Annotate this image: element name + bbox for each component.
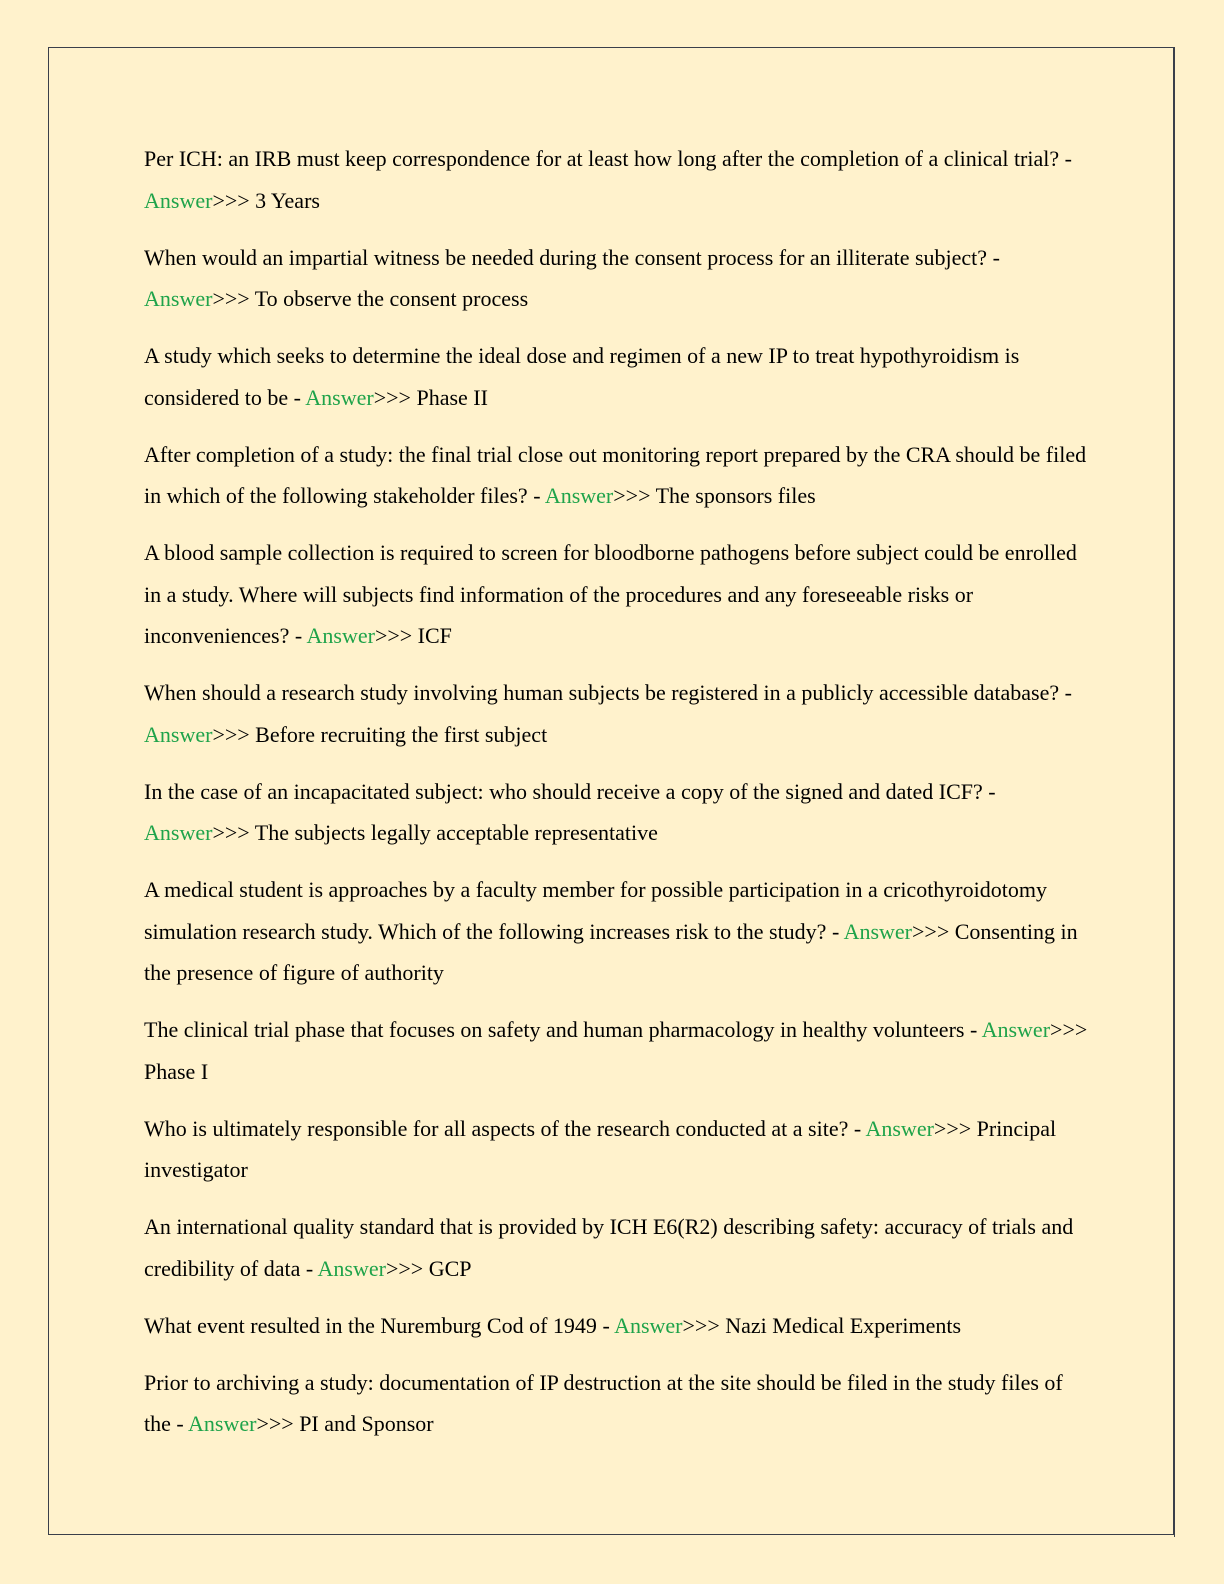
answer-text: To observe the consent process — [249, 286, 529, 311]
answer-separator: - — [300, 1255, 318, 1281]
qa-item-3 — [144, 335, 1094, 418]
answer-separator: - — [1059, 680, 1072, 705]
answer-label: Answer — [144, 721, 213, 747]
question-text: When should a research study involving human subjects be registered in a publicly accessible database? — [144, 680, 1060, 705]
answer-arrow: >>> — [682, 1312, 720, 1338]
question-text: After completion of a study: the final trial close out monitoring report prepared by the CRA should be filed in which of the following stakeholder files? — [144, 441, 1087, 508]
answer-arrow: >>> — [212, 820, 250, 845]
question-text: A study which seeks to determine the ideal dose and regimen of a new IP to treat hypothyroidism is considered to be — [144, 343, 1020, 410]
answer-separator: - — [848, 1115, 866, 1141]
answer-text: 3 Years — [249, 187, 320, 213]
answer-label: Answer — [317, 1255, 386, 1281]
answer-label: Answer — [305, 384, 374, 410]
answer-label: Answer — [981, 1017, 1051, 1042]
qa-item-4 — [144, 434, 1094, 517]
question-text: What event resulted in the Nuremburg Cod of 1949 — [144, 1312, 597, 1338]
qa-item-10 — [144, 1108, 1094, 1191]
answer-label: Answer — [614, 1312, 683, 1338]
answer-separator: - — [170, 1411, 189, 1436]
question-text: In the case of an incapacitated subject: who should receive a copy of the signed and dated ICF? — [144, 778, 983, 804]
qa-item-8 — [144, 869, 1094, 994]
answer-separator: - — [1059, 146, 1072, 171]
answer-label: Answer — [188, 1411, 257, 1436]
qa-item-6 — [144, 672, 1094, 755]
question-text: Who is ultimately responsible for all aspects of the research conducted at a site? — [144, 1115, 849, 1141]
answer-label: Answer — [843, 918, 913, 944]
qa-list — [144, 138, 1094, 1460]
answer-text: Phase I — [144, 1058, 209, 1084]
answer-label: Answer — [306, 623, 375, 648]
question-text: The clinical trial phase that focuses on safety and human pharmacology in healthy volunteers — [144, 1017, 965, 1042]
answer-arrow: >>> — [256, 1411, 294, 1436]
answer-separator: - — [289, 623, 307, 648]
question-text: A medical student is approaches by a faculty member for possible participation in a cricothyroidotomy simulation research study. Which of the following increases risk to the study? — [144, 877, 1047, 944]
answer-text: ICF — [412, 623, 452, 648]
answer-text: The subjects legally acceptable representative — [249, 820, 658, 845]
qa-item-7 — [144, 771, 1094, 854]
answer-label: Answer — [144, 187, 213, 213]
answer-arrow: >>> — [212, 187, 250, 213]
answer-text: Principal investigator — [144, 1115, 1057, 1182]
qa-item-11 — [144, 1206, 1094, 1289]
answer-text: Before recruiting the first subject — [249, 721, 548, 747]
answer-separator: - — [288, 384, 306, 410]
question-text: A blood sample collection is required to screen for bloodborne pathogens before subject could be enrolled in a study. Where will subjects find information of the procedures and any foreseeable risks or inconveniences? — [144, 540, 1077, 648]
answer-arrow: >>> — [912, 918, 950, 944]
answer-text: Consenting in the presence of figure of authority — [144, 918, 1078, 985]
answer-label: Answer — [144, 286, 213, 311]
qa-item-12 — [144, 1305, 1094, 1347]
answer-arrow: >>> — [385, 1255, 424, 1281]
qa-item-2 — [144, 237, 1094, 320]
answer-separator: - — [982, 778, 996, 804]
answer-text: Phase II — [410, 384, 488, 410]
answer-separator: - — [826, 918, 844, 944]
answer-label: Answer — [144, 820, 213, 845]
question-text: Prior to archiving a study: documentation of IP destruction at the site should be filed in the study files of the — [144, 1369, 1063, 1436]
answer-text: The sponsors files — [650, 483, 816, 508]
answer-separator: - — [527, 483, 545, 508]
answer-label: Answer — [865, 1115, 934, 1141]
answer-arrow: >>> — [212, 286, 250, 311]
answer-arrow: >>> — [613, 483, 651, 508]
question-text: When would an impartial witness be needed during the consent process for an illiterate subject? — [144, 244, 988, 270]
qa-item-9 — [144, 1009, 1094, 1092]
answer-label: Answer — [544, 483, 614, 508]
answer-text: GCP — [423, 1255, 472, 1281]
answer-separator: - — [987, 244, 1000, 270]
page-border-right-rule — [1174, 47, 1175, 1537]
question-text: Per ICH: an IRB must keep correspondence for at least how long after the completion of a clinical trial? — [144, 146, 1060, 171]
answer-arrow: >>> — [212, 721, 250, 747]
answer-arrow: >>> — [373, 384, 411, 410]
answer-separator: - — [964, 1017, 982, 1042]
qa-item-1 — [144, 138, 1094, 221]
answer-text: Nazi Medical Experiments — [719, 1312, 962, 1338]
answer-separator: - — [596, 1312, 615, 1338]
question-text: An international quality standard that is provided by ICH E6(R2) describing safety: accuracy of trials and credibility of data — [144, 1214, 1074, 1281]
answer-arrow: >>> — [1050, 1017, 1088, 1042]
answer-arrow: >>> — [933, 1115, 972, 1141]
qa-item-13 — [144, 1362, 1094, 1445]
answer-arrow: >>> — [374, 623, 413, 648]
qa-item-5 — [144, 532, 1094, 657]
answer-text: PI and Sponsor — [293, 1411, 434, 1436]
